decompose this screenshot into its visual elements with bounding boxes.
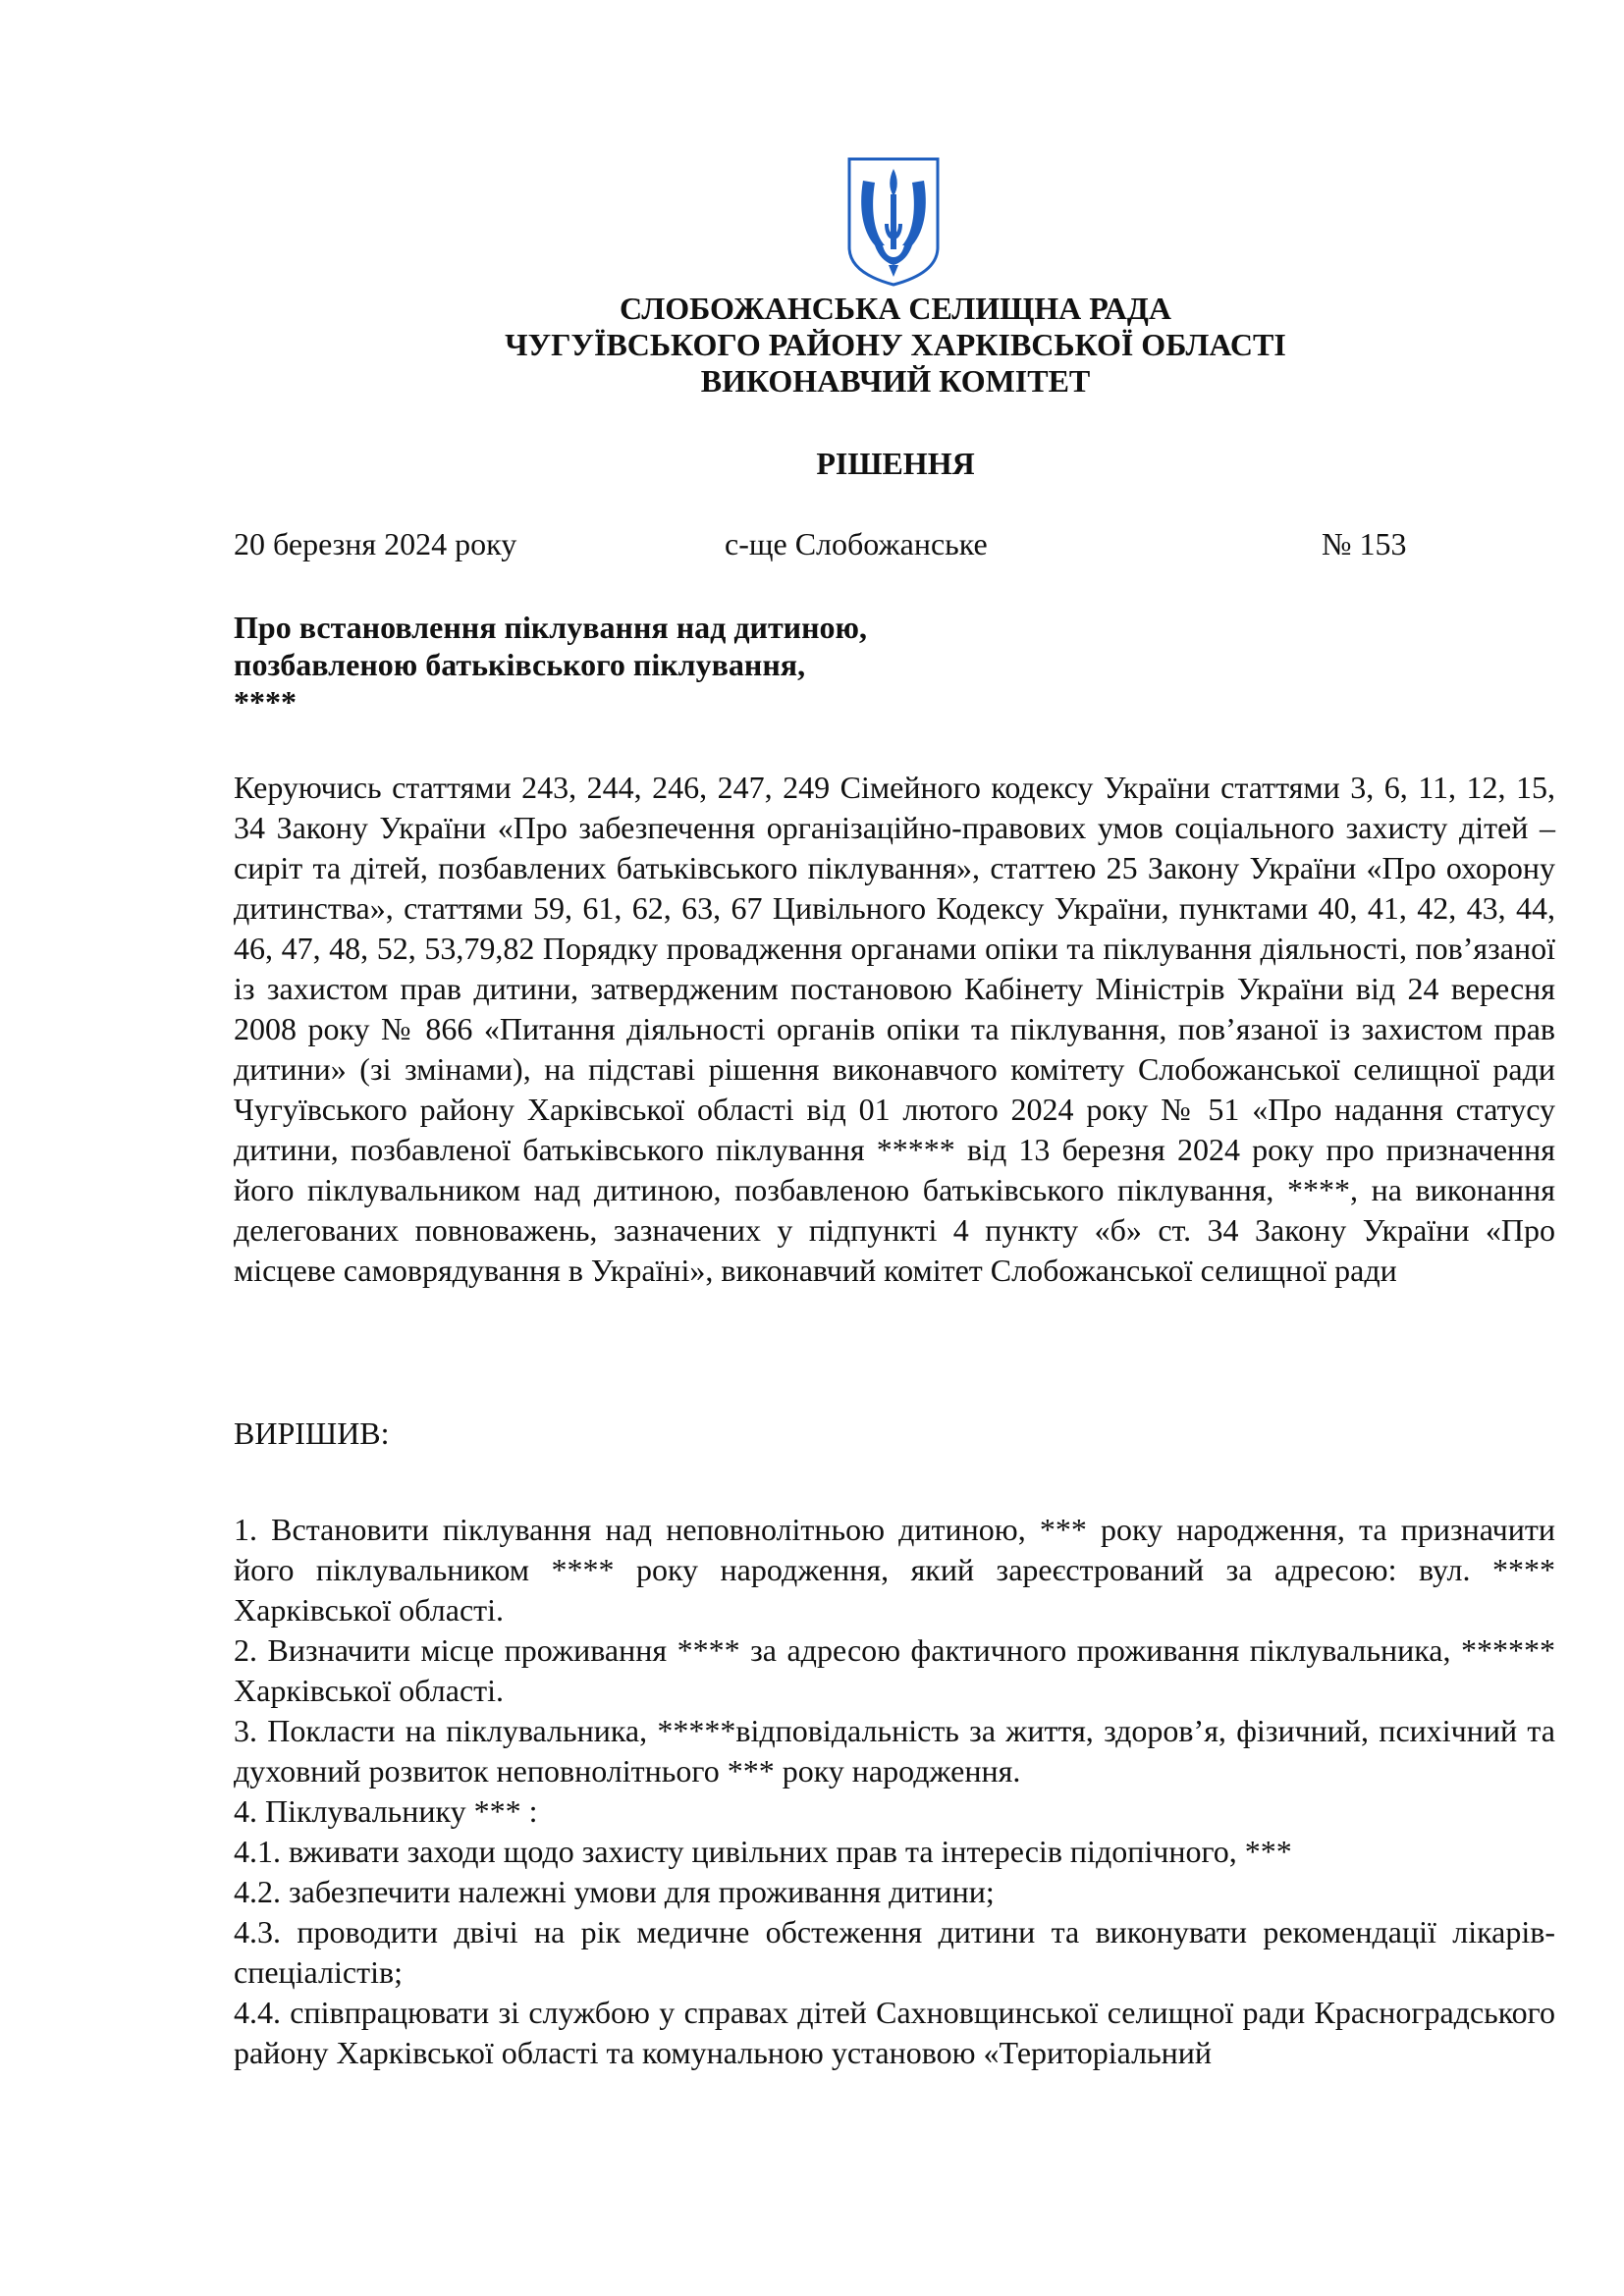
document-date: 20 березня 2024 року — [234, 526, 517, 561]
document-subject — [234, 609, 867, 721]
resolution-item: 4.3. проводити двічі на рік медичне обстеження дитини та виконувати рекомендації лікарів-спеціалістів; — [234, 1914, 1555, 1990]
resolution-item: 1. Встановити піклування над неповнолітньою дитиною, *** року народження, та призначити його піклувальником **** року народження, який зареєстрований за адресою: вул. **** Харківської області. — [234, 1512, 1555, 1628]
resolution-item: 2. Визначити місце проживання **** за адресою фактичного проживання піклувальника, ****** Харківської області. — [234, 1632, 1555, 1708]
resolution-item: 4. Піклувальнику *** : — [234, 1793, 538, 1829]
document-number: № 153 — [1322, 526, 1407, 561]
resolution-item: 3. Покласти на піклувальника, *****відповідальність за життя, здоров’я, фізичний, психічний та духовний розвиток неповнолітнього *** року народження. — [234, 1713, 1555, 1789]
resolution-item: 4.1. вживати заходи щодо захисту цивільних прав та інтересів підопічного, *** — [234, 1834, 1292, 1869]
resolved-heading: ВИРІШИВ: — [234, 1415, 390, 1451]
preamble-paragraph: Керуючись статтями 243, 244, 246, 247, 249 Сімейного кодексу України статтями 3, 6, 11, 12, 15, 34 Закону України «Про забезпечення організаційно-правових умов соціального захисту дітей – сиріт та дітей, позбавлених батьківського піклування», статтею 25 Закону України «Про охорону дитинства», статтями 59, 61, 62, 63, 67 Цивільного Кодексу України, пунктами 40, 41, 42, 43, 44, 46, 47, 48, 52, 53,79,82 Порядку провадження органами опіки та піклування діяльності, пов’язаної із захистом прав дитини, затвердженим постановою Кабінету Міністрів України від 24 вересня 2008 року № 866 «Питання діяльності органів опіки та піклування, пов’язаної із захистом прав дитини» (зі змінами), на підставі рішення виконавчого комітету Слобожанської селищної ради Чугуївського району Харківської області від 01 лютого 2024 року № 51 «Про надання статусу дитини, позбавленої батьківського піклування ***** від 13 березня 2024 року про призначення його піклувальником над дитиною, позбавленою батьківського піклування, ****, на виконання делегованих повноважень, зазначених у підпункті 4 пункту «б» ст. 34 Закону України «Про місцеве самоврядування в Україні», виконавчий комітет Слобожанської селищної ради — [234, 770, 1555, 1288]
subject-line-2: позбавленою батьківського піклування, — [234, 647, 806, 682]
resolution-item: 4.4. співпрацювати зі службою у справах дітей Сахновщинської селищної ради Красноградського району Харківської області та комунальною установою «Територіальний — [234, 1995, 1555, 2070]
resolution-item: 4.2. забезпечити належні умови для проживання дитини; — [234, 1874, 995, 1909]
resolution-items — [234, 1510, 1555, 2073]
coat-of-arms-icon — [845, 155, 942, 289]
header-council-name: СЛОБОЖАНСЬКА СЕЛИЩНА РАДА — [620, 291, 1171, 326]
issuer-header — [0, 291, 1624, 400]
header-committee: ВИКОНАВЧИЙ КОМІТЕТ — [700, 363, 1091, 399]
subject-line-3: **** — [234, 684, 297, 720]
subject-line-1: Про встановлення піклування над дитиною, — [234, 610, 867, 645]
header-district: ЧУГУЇВСЬКОГО РАЙОНУ ХАРКІВСЬКОЇ ОБЛАСТІ — [505, 327, 1286, 362]
document-place: с-ще Слобожанське — [725, 526, 988, 561]
document-type-title: РІШЕННЯ — [816, 446, 975, 481]
